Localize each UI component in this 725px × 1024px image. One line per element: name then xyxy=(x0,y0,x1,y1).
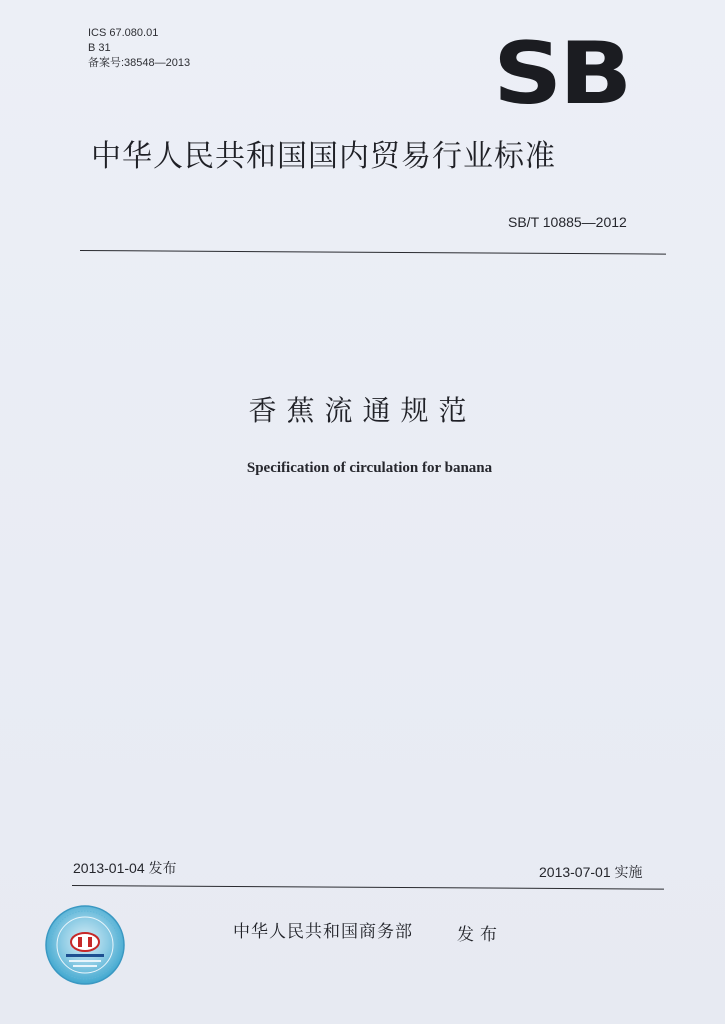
bottom-divider xyxy=(72,885,664,890)
filing-number: 备案号:38548—2013 xyxy=(88,57,191,69)
top-divider xyxy=(80,250,666,255)
anti-counterfeit-seal-icon xyxy=(44,904,126,986)
issue-date: 2013-01-04 发布 xyxy=(73,860,177,876)
ccs-code: B 31 xyxy=(88,42,111,54)
ics-code: ICS 67.080.01 xyxy=(88,27,159,39)
standard-number: SB/T 10885—2012 xyxy=(508,214,627,230)
implementation-date: 2013-07-01 实施 xyxy=(539,864,643,880)
title-english: Specification of circulation for banana xyxy=(246,460,493,476)
publisher-name: 中华人民共和国商务部 xyxy=(233,922,413,942)
sb-logo: SB xyxy=(493,24,630,124)
publisher-action: 发布 xyxy=(457,925,503,945)
title-chinese: 香蕉流通规范 xyxy=(248,394,477,427)
issuing-standard-category: 中华人民共和国国内贸易行业标准 xyxy=(91,139,556,174)
classification-block xyxy=(88,26,190,71)
